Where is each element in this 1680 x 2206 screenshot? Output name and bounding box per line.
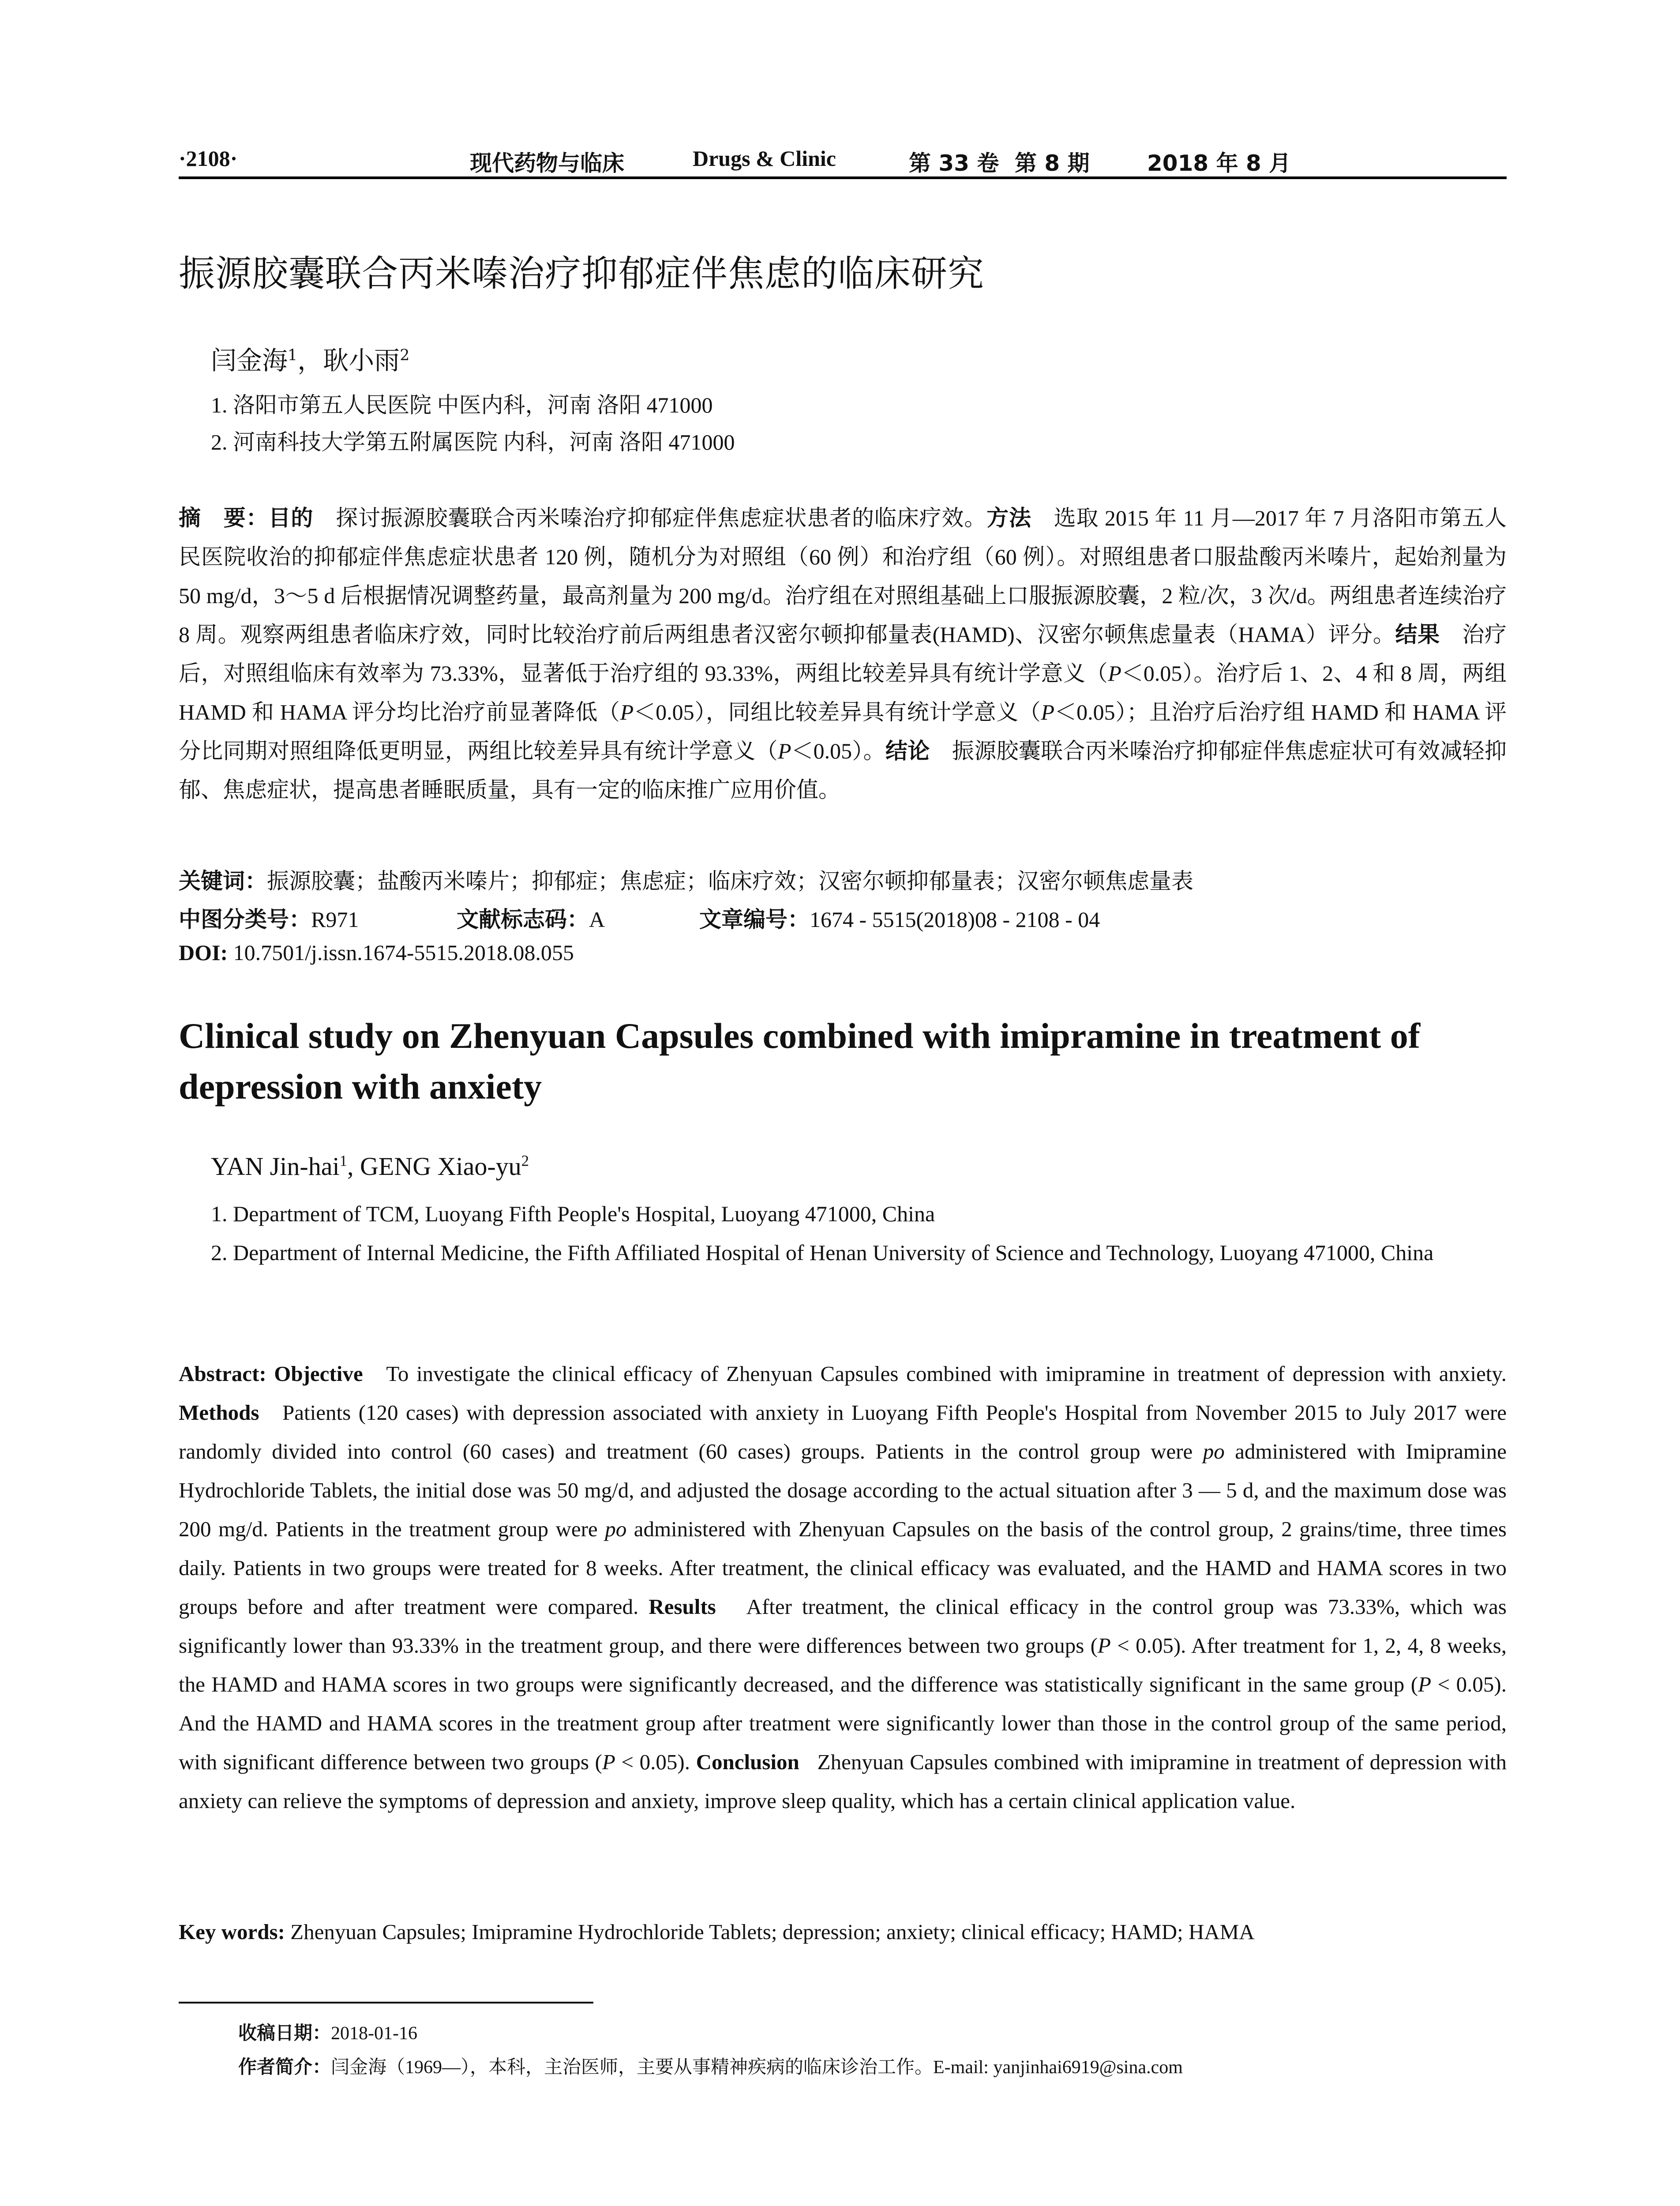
abstract-en: Abstract: Objective To investigate the clinical efficacy of Zhenyuan Capsules combined with imipramine in treatment of depression with anxiety. Methods Patients (120 cases) with depression associated with anxiety in Luoyang Fifth People's Hospital from November 2015 to July 2017 were randomly divided into control (60 cases) and treatment (60 cases) groups. Patients in the control group were po administered with Imipramine Hydrochloride Tablets, the initial dose was 50 mg/d, and adjusted the dosage according to the actual situation after 3 — 5 d, and the maximum dose was 200 mg/d. Patients in the treatment group were po administered with Zhenyuan Capsules on the basis of the control group, 2 grains/time, three times daily. Patients in two groups were treated for 8 weeks. After treatment, the clinical efficacy was evaluated, and the HAMD and HAMA scores in two groups before and after treatment were compared. Results After treatment, the clinical efficacy in the control group was 73.33%, which was significantly lower than 93.33% in the treatment group, and there were differences between two groups (P < 0.05). After treatment for 1, 2, 4, 8 weeks, the HAMD and HAMA scores in two groups were significantly decreased, and the difference was statistically significant in the same group (P < 0.05). And the HAMD and HAMA scores in the treatment group after treatment were significantly lower than those in the control group of the same period, with significant difference between two groups (P < 0.05). Conclusion Zhenyuan Capsules combined with imipramine in treatment of depression with anxiety can relieve the symptoms of depression and anxiety, improve sleep quality, which has a certain clinical application value. (179, 1362, 1507, 1813)
keywords-en: Key words: Zhenyuan Capsules; Imipramine Hydrochloride Tablets; depression; anxiety; clinical efficacy; HAMD; HAMA (179, 1920, 1255, 1944)
received-date: 收稿日期：2018-01-16 (238, 2022, 417, 2044)
volume: 第 33 卷 (909, 150, 999, 176)
affiliation-cn-1: 1. 洛阳市第五人民医院 中医内科，河南 洛阳 471000 (211, 393, 713, 417)
journal-name-en: Drugs & Clinic (693, 146, 836, 171)
issue: 第 8 期 (1015, 150, 1090, 176)
keywords-cn: 关键词：振源胶囊；盐酸丙米嗪片；抑郁症；焦虑症；临床疗效；汉密尔顿抑郁量表；汉密尔顿焦虑量表 (179, 868, 1193, 894)
affiliation-en-1: 1. Department of TCM, Luoyang Fifth People's Hospital, Luoyang 471000, China (211, 1201, 935, 1226)
authors-cn: 闫金海$^1$，耿小雨$^2$ (211, 345, 410, 375)
abstract-cn: 摘 要：目的 探讨振源胶囊联合丙米嗪治疗抑郁症伴焦虑症状患者的临床疗效。方法 选取 2015 年 11 月—2017 年 7 月洛阳市第五人民医院收治的抑郁症伴焦虑症状患者 120 例，随机分为对照组（60 例）和治疗组（60 例）。对照组患者口服盐酸丙米嗪片，起始剂量为 50 mg/d，3～5 d 后根据情况调整药量，最高剂量为 200 mg/d。治疗组在对照组基础上口服振源胶囊，2 粒/次，3 次/d。两组患者连续治疗 8 周。观察两组患者临床疗效，同时比较治疗前后两组患者汉密尔顿抑郁量表(HAMD)、汉密尔顿焦虑量表（HAMA）评分。结果 治疗后，对照组临床有效率为 73.33%，显著低于治疗组的 93.33%，两组比较差异具有统计学意义（P＜0.05）。治疗后 1、2、4 和 8 周，两组 HAMD 和 HAMA 评分均比治疗前显著降低（P＜0.05），同组比较差异具有统计学意义（P＜0.05）；且治疗后治疗组 HAMD 和 HAMA 评分比同期对照组降低更明显，两组比较差异具有统计学意义（P＜0.05）。结论 振源胶囊联合丙米嗪治疗抑郁症伴焦虑症状可有效减轻抑郁、焦虑症状，提高患者睡眠质量，具有一定的临床推广应用价值。 (179, 505, 1507, 802)
affiliation-cn-2: 2. 河南科技大学第五附属医院 内科，河南 洛阳 471000 (211, 430, 735, 454)
classification-line: 中图分类号：R971 文献标志码：A 文章编号：1674 - 5515(2018)08 - 2108 - 04 (179, 907, 1100, 932)
author-1-en: YAN Jin-hai (211, 1152, 340, 1181)
doi-line: DOI: 10.7501/j.issn.1674-5515.2018.08.055 (179, 940, 574, 965)
affiliation-en-2: 2. Department of Internal Medicine, the Fifth Affiliated Hospital of Henan University of Science and Technology, Luoyang 471000, China (211, 1240, 1434, 1265)
article-title-cn: 振源胶囊联合丙米嗪治疗抑郁症伴焦虑的临床研究 (179, 253, 985, 295)
footnote-rule (179, 2002, 593, 2003)
article-title-en: Clinical study on Zhenyuan Capsules combined with imipramine in treatment of depression with anxiety (179, 1016, 1421, 1107)
authors-en: YAN Jin-hai$^1$, GENG Xiao-$yu^2$ (211, 1152, 529, 1181)
journal-name-cn: 现代药物与临床 (470, 150, 624, 176)
author-1-cn: 闫金海 (211, 345, 288, 375)
issue-date: 2018 年 8 月 (1147, 150, 1291, 176)
running-header (179, 140, 1507, 176)
author-bio: 作者简介：闫金海（1969—），本科，主治医师，主要从事精神疾病的临床诊治工作。E-mail: yanjinhai6919@sina.com (238, 2056, 1183, 2078)
header-rule (179, 176, 1507, 179)
author-2-cn: 耿小雨 (323, 345, 400, 375)
author-2-en: GENG Xiao-yu (360, 1152, 521, 1181)
page-number: ·2108· (179, 146, 238, 171)
